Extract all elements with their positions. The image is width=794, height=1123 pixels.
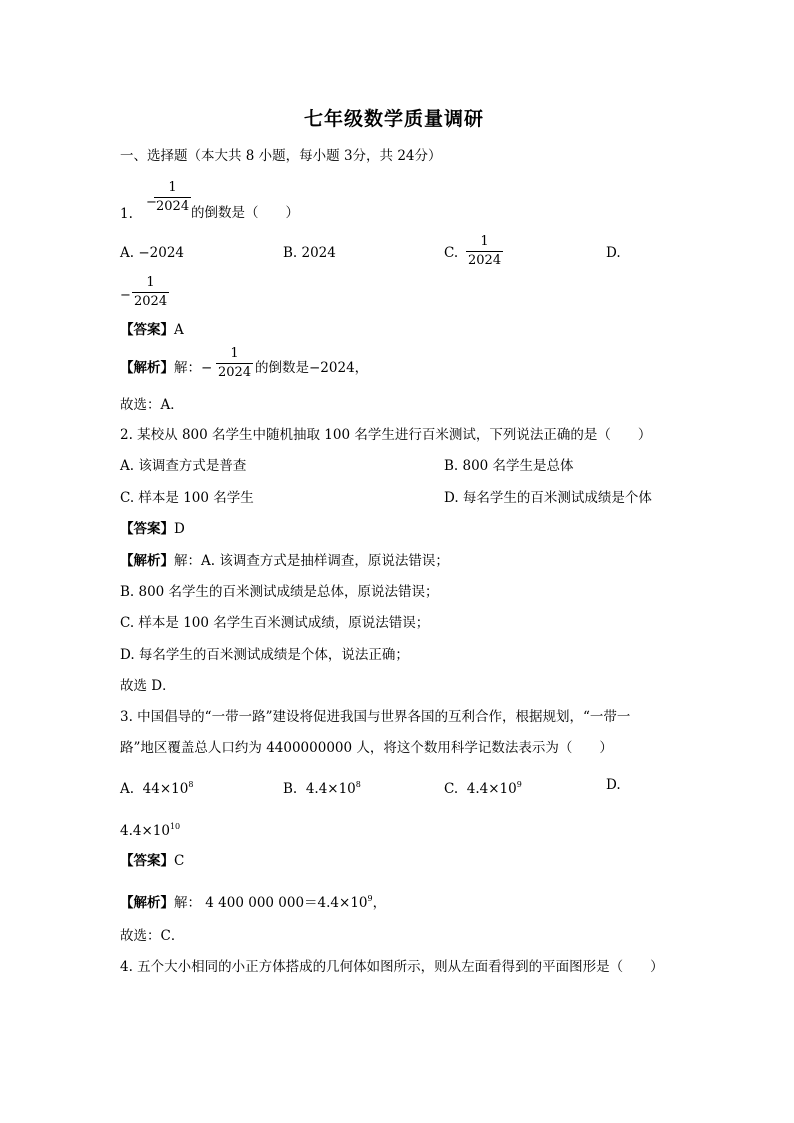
- q1-analysis-suffix: 的倒数是−2024，: [255, 360, 369, 376]
- q2-option-a: A. 该调查方式是普查: [120, 458, 247, 474]
- q1-option-b: B. 2024: [283, 245, 336, 261]
- q1-number: 1.: [120, 206, 133, 222]
- q1-fraction: [154, 180, 191, 215]
- q2-option-d: D. 每名学生的百米测试成绩是个体: [444, 490, 652, 506]
- fraction-numerator: 1: [230, 346, 239, 361]
- answer-tag: 【答案】: [120, 853, 174, 869]
- q2-conclusion: 故选 D．: [120, 678, 176, 694]
- answer-value: D: [174, 521, 185, 537]
- option-label: C.: [444, 781, 459, 797]
- q3-option-c: [444, 776, 522, 798]
- analysis-exponent: 9: [367, 894, 373, 903]
- option-base: 44×10: [142, 781, 189, 797]
- q1-conclusion: 故选：A．: [120, 397, 184, 413]
- answer-value: C: [174, 853, 185, 869]
- fraction-bar: [466, 251, 503, 252]
- section-heading: 一、选择题（本大共 8 小题，每小题 3分，共 24分）: [120, 148, 442, 164]
- analysis-tag: 【解析】: [120, 895, 174, 911]
- q1-option-a: A. −2024: [120, 245, 184, 261]
- q3-conclusion: 故选：C．: [120, 928, 185, 944]
- fraction-denominator: 2024: [134, 294, 168, 309]
- q3-option-d: [120, 818, 180, 840]
- q1-option-d-minus: −: [120, 288, 131, 303]
- q1-option-c-fraction: [466, 234, 503, 269]
- q1-fraction-denominator: 2024: [156, 199, 190, 214]
- q3-answer: [120, 852, 184, 870]
- q1-analysis-fraction: [216, 346, 253, 381]
- q2-analysis-line-3: C. 样本是 100 名学生百米测试成绩，原说法错误；: [120, 615, 430, 631]
- q2-analysis: [120, 552, 449, 570]
- q2-option-b: B. 800 名学生是总体: [444, 458, 574, 474]
- option-label: B.: [283, 781, 298, 797]
- q2-answer: [120, 520, 185, 538]
- analysis-tag: 【解析】: [120, 360, 174, 376]
- q3-option-d-label: D.: [606, 777, 621, 793]
- q4-stem: 4. 五个大小相同的小正方体搭成的几何体如图所示，则从左面看得到的平面图形是（ ）: [120, 959, 664, 975]
- q3-analysis: [120, 890, 386, 912]
- option-base: 4.4×10: [305, 781, 356, 797]
- analysis-suffix: ，: [372, 895, 387, 911]
- q3-stem-line-1: 3. 中国倡导的“一带一路”建设将促进我国与世界各国的互利合作，根据规划，“一带一: [120, 709, 631, 725]
- fraction-denominator: 2024: [468, 253, 502, 268]
- q2-analysis-line-2: B. 800 名学生的百米测试成绩是总体，原说法错误；: [120, 584, 439, 600]
- q1-option-c-label: C.: [444, 245, 459, 261]
- option-label: A.: [120, 781, 135, 797]
- q2-analysis-line-4: D. 每名学生的百米测试成绩是个体，说法正确；: [120, 647, 409, 663]
- analysis-tag: 【解析】: [120, 553, 174, 569]
- option-exponent: 10: [169, 822, 181, 831]
- answer-value: A: [174, 322, 184, 338]
- option-base: 4.4×10: [466, 781, 517, 797]
- q3-option-a: [120, 776, 193, 798]
- q1-answer: [120, 321, 184, 339]
- analysis-line-1: 解：A. 该调查方式是抽样调查，原说法错误；: [174, 553, 449, 569]
- option-exponent: 9: [516, 780, 522, 789]
- fraction-bar: [132, 292, 169, 293]
- q2-stem: 2. 某校从 800 名学生中随机抽取 100 名学生进行百米测试，下列说法正确的是（ ）: [120, 427, 652, 443]
- q1-minus-sign: −: [146, 195, 157, 210]
- fraction-bar: [216, 363, 253, 364]
- option-exponent: 8: [355, 780, 361, 789]
- q3-stem-line-2: 路”地区覆盖总人口约为 4400000000 人，将这个数用科学记数法表示为（ ）: [120, 740, 613, 756]
- analysis-prefix: 解： 4 400 000 000＝4.4×10: [174, 895, 368, 911]
- fraction-bar: [154, 197, 191, 198]
- q1-stem: 的倒数是（ ）: [191, 205, 299, 221]
- q1-analysis: [120, 359, 212, 377]
- fraction-numerator: 1: [480, 234, 489, 249]
- answer-tag: 【答案】: [120, 322, 174, 338]
- option-exponent: 8: [188, 780, 194, 789]
- fraction-numerator: 1: [146, 275, 155, 290]
- q3-option-b: [283, 776, 361, 798]
- fraction-denominator: 2024: [218, 365, 252, 380]
- q2-option-c: C. 样本是 100 名学生: [120, 490, 254, 506]
- answer-tag: 【答案】: [120, 521, 174, 537]
- analysis-prefix: 解：−: [174, 360, 213, 376]
- q1-fraction-numerator: 1: [168, 180, 177, 195]
- option-base: 4.4×10: [120, 823, 170, 839]
- q1-option-d-fraction: [132, 275, 169, 310]
- page-title: 七年级数学质量调研: [304, 108, 485, 130]
- q1-option-d-label: D.: [606, 245, 621, 261]
